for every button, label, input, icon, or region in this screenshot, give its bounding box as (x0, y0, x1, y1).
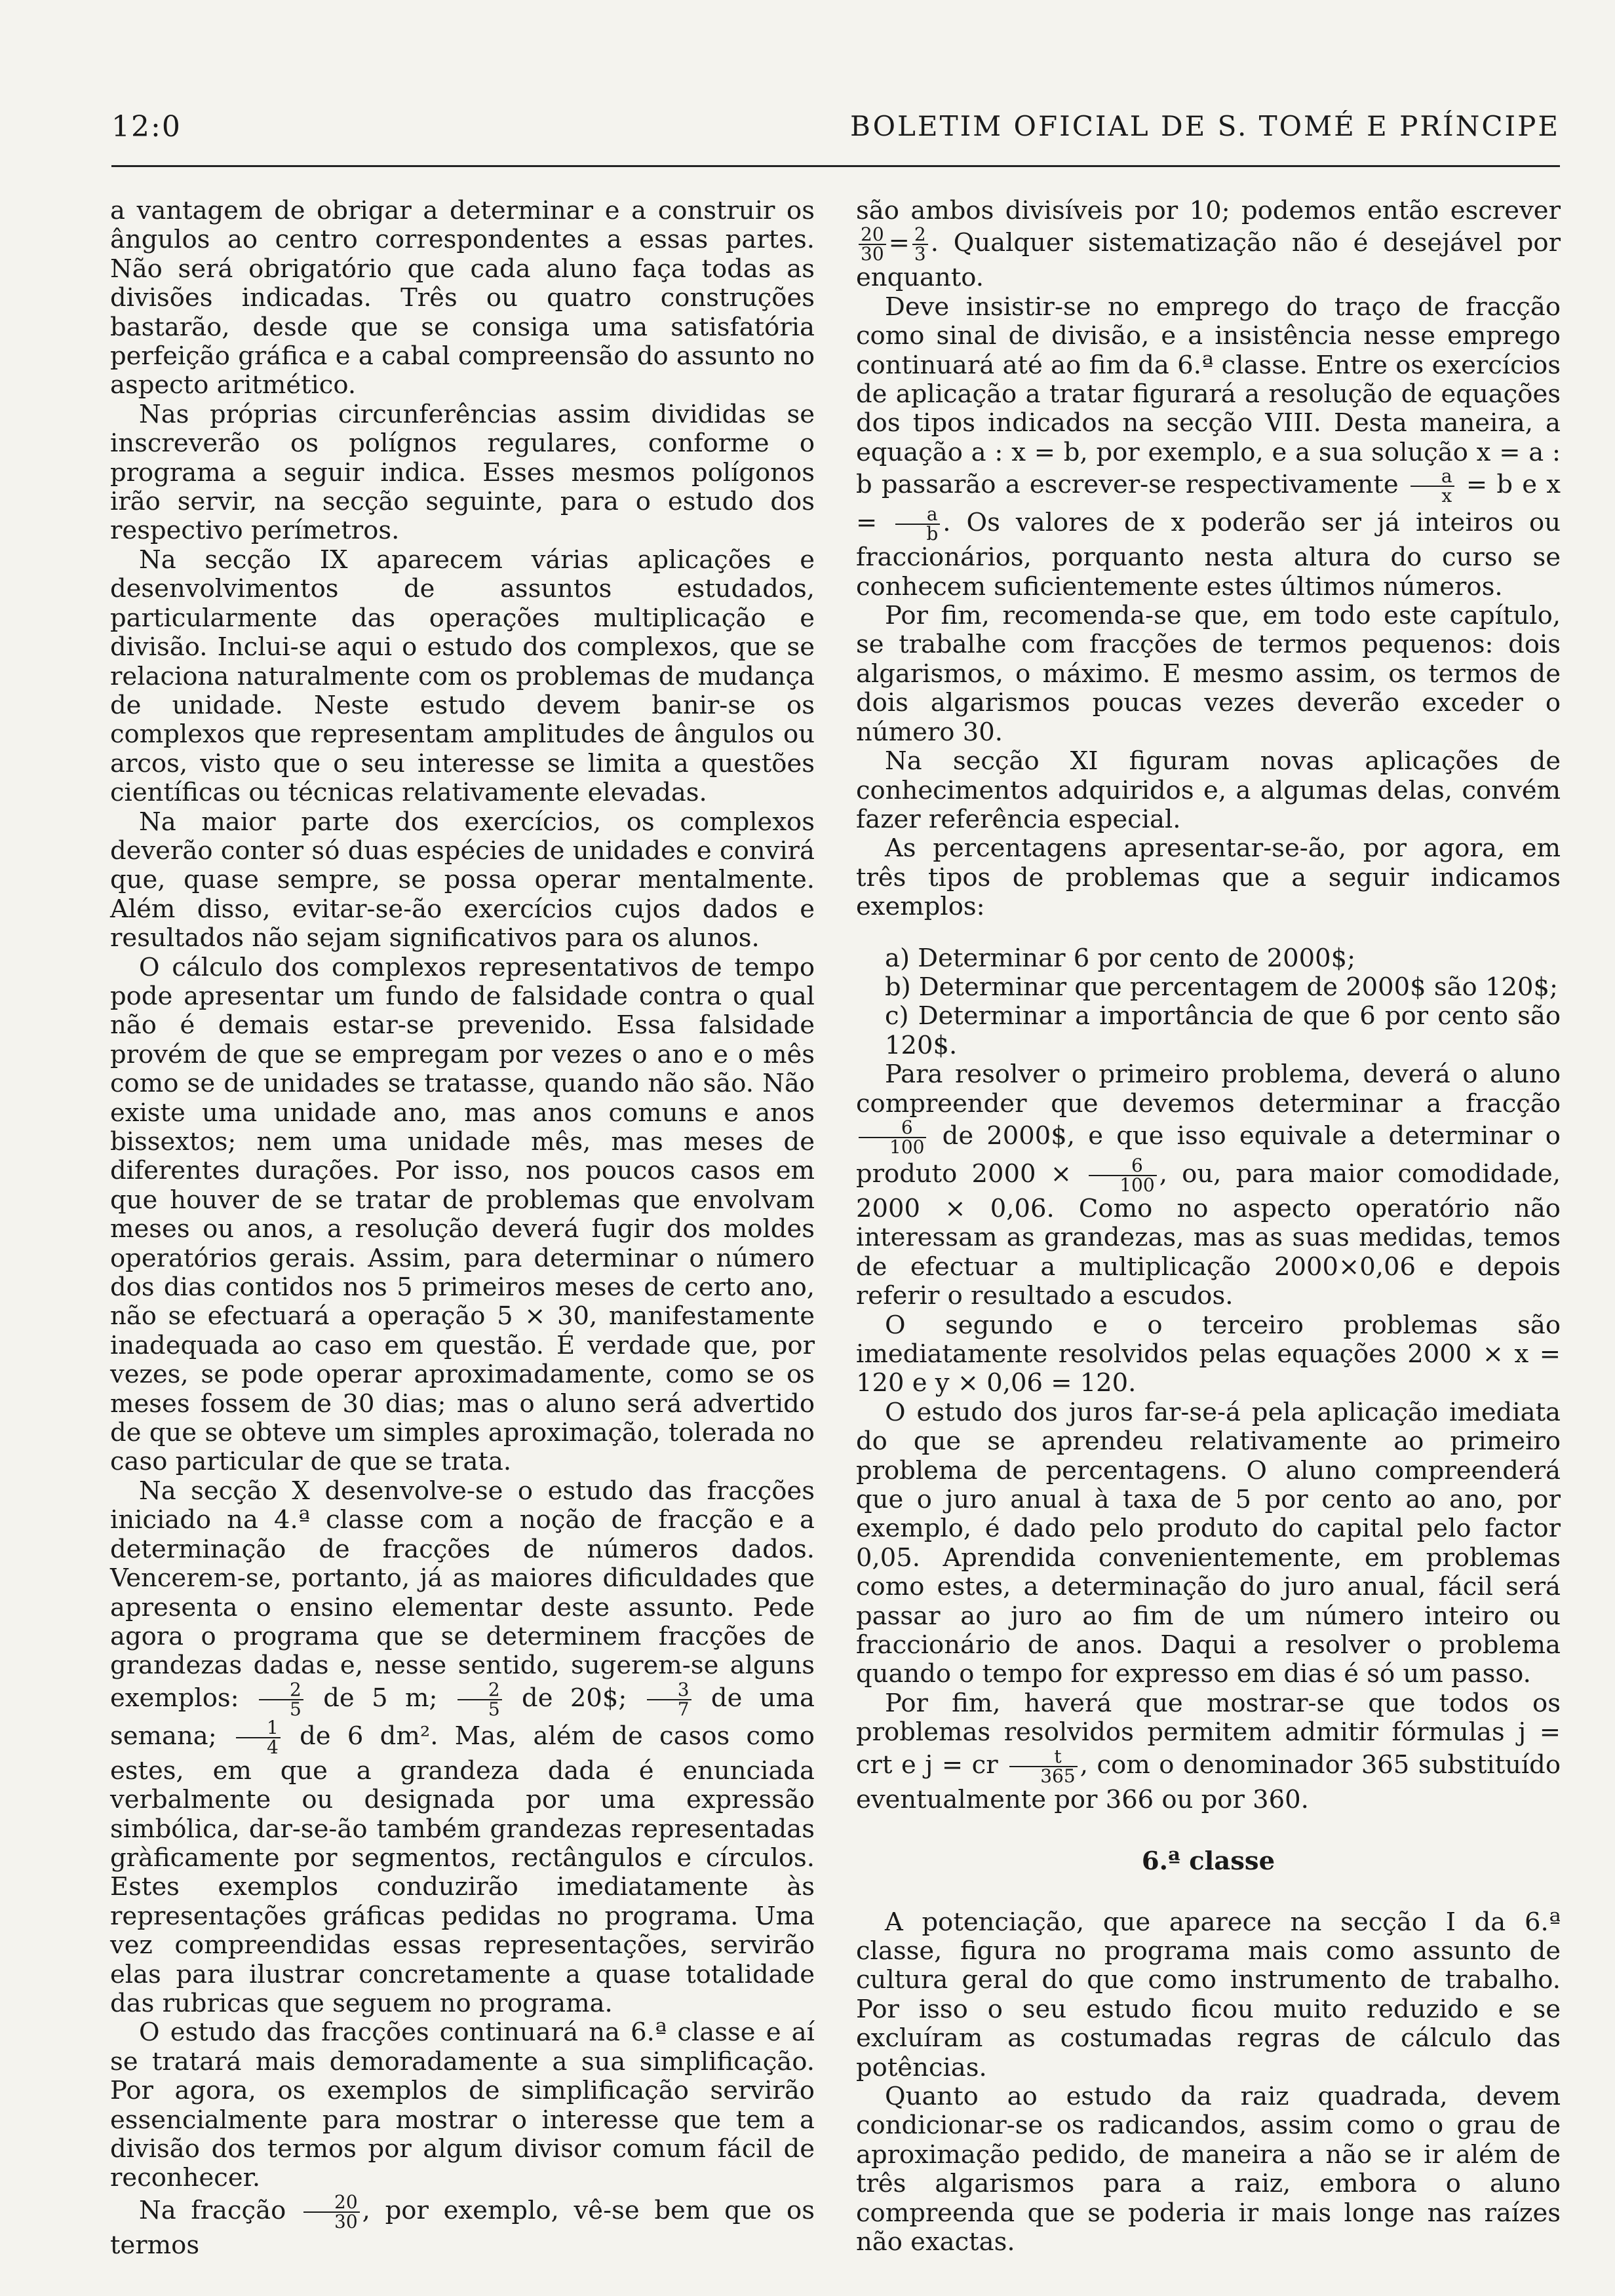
text-run: de 5 m; (323, 1683, 438, 1713)
paragraph (856, 293, 1561, 602)
fraction (912, 225, 928, 263)
fraction-denominator: 100 (1119, 1174, 1155, 1196)
paragraph (856, 1689, 1561, 1814)
fraction-denominator: 30 (861, 243, 884, 265)
fraction-denominator: 4 (267, 1736, 279, 1758)
section-heading: 6.ª classe (1141, 1846, 1275, 1877)
fraction-denominator: 3 (914, 243, 926, 265)
fraction-numerator: 2 (457, 1681, 502, 1700)
text-run: de 20$; (522, 1683, 627, 1713)
paragraph: Quanto ao estudo da raiz quadrada, devem condicionar-se os radicandos, assim como o grau de aproximação pedido, de maneira a não se ir além de três algarismos para a raiz, embora o aluno compreenda que se poderia ir mais longe nas raízes não exactas. (856, 2081, 1561, 2257)
text-run: de 6 dm². Mas, além de casos como estes, em que a grandeza dada é enunciada verbalmente ou designada por uma expressão simbólica, dar-se-ão também grandezas representadas gràficamente por segmentos, rectângulos e círculos. Estes exemplos conduzirão imediatamente às representações gráficas pedidas no programa. Uma vez compreendidas essas representações, servirão elas para ilustrar concretamente a quase totalidade das rubricas que seguem no programa. (110, 1721, 815, 2018)
fraction (1089, 1154, 1156, 1196)
paragraph (110, 2193, 815, 2260)
paragraph: A potenciação, que aparece na secção I da 6.ª classe, figura no programa mais como assunto de cultura geral do que como instrumento de trabalho. Por isso o seu estudo ficou muito reduzido e se excluíram as costumadas regras de cálculo das potências. (856, 1907, 1561, 2082)
fraction (236, 1716, 281, 1758)
page-header (111, 110, 1560, 157)
text-run: Para resolver o primeiro problema, deverá o aluno compreender que devemos determinar a fracção (856, 1060, 1561, 1119)
paragraph: O estudo das fracções continuará na 6.ª classe e aí se tratará mais demoradamente a sua simplificação. Por agora, os exemplos de simplificação servirão essencialmente para mostrar o interesse que tem a divisão dos termos por algum divisor comum fácil de reconhecer. (110, 2018, 815, 2193)
text-run: , ou, para maior comodidade, 2000 × 0,06. Como no aspecto operatório não interessam as grandezas, mas as suas medidas, temos de efectuar a multiplicação 2000×0,06 e depois referir o resultado a escudos. (856, 1158, 1561, 1311)
fraction-denominator: 5 (290, 1698, 302, 1720)
fraction (859, 225, 886, 263)
left-column (110, 197, 815, 2260)
fraction (1009, 1745, 1077, 1787)
text-run: Na secção X desenvolve-se o estudo das fracções iniciado na 4.ª classe com a noção de fracção e a determinação de fracções de números dados. Vencerem-se, portanto, já as maiores dificuldades que apresenta o ensino elementar deste assunto. Pede agora o programa que se determinem fracções de grandezas dadas e, nesse sentido, sugerem-se alguns exemplos: (110, 1476, 815, 1713)
fraction-numerator: 20 (859, 225, 886, 245)
fraction (647, 1678, 691, 1720)
fraction (303, 2193, 360, 2231)
text-run: = b e x = (856, 470, 1561, 538)
problem-item: b) Determinar que percentagem de 2000$ são 120$; (885, 972, 1558, 1002)
fraction-denominator: x (1441, 485, 1452, 507)
fraction-numerator: 6 (1089, 1157, 1156, 1176)
paragraph: Por fim, recomenda-se que, em todo este capítulo, se trabalhe com fracções de termos pequenos: dois algarismos, o máximo. E mesmo assim, os termos de dois algarismos poucas vezes deverão exceder o número 30. (856, 601, 1561, 747)
paragraph: O cálculo dos complexos representativos de tempo pode apresentar um fundo de falsidade contra o qual não é demais estar-se prevenido. Essa falsidade provém de que se empregam por vezes o ano e o mês como se de unidades se tratasse, quando não são. Não existe uma unidade ano, mas anos comuns e anos bissextos; nem uma unidade mês, mas meses de diferentes durações. Por isso, nos poucos casos em que houver de se tratar de problemas que envolvam meses ou anos, a resolução deverá fugir dos moldes operatórios gerais. Assim, para determinar o número dos dias contidos nos 5 primeiros meses de certo ano, não se efectuará a operação 5 × 30, manifestamente inadequada ao caso em questão. É verdade que, por vezes, se pode operar aproximadamente, como se os meses fossem de 30 dias; mas o aluno será advertido de que se obteve um simples aproximação, tolerada no caso particular de que se trata. (110, 952, 815, 1477)
header-rule (111, 165, 1560, 167)
paragraph: a vantagem de obrigar a determinar e a construir os ângulos ao centro correspondentes a essas partes. Não será obrigatório que cada aluno faça todas as divisões indicadas. Três ou quatro construções bastarão, desde que se consiga uma satisfatória perfeição gráfica e a cabal compreensão do assunto no aspecto aritmético. (110, 196, 815, 400)
fraction-numerator: 6 (859, 1119, 926, 1138)
fraction (259, 1678, 303, 1720)
paragraph: Na secção XI figuram novas aplicações de conhecimentos adquiridos e, a algumas delas, convém fazer referência especial. (856, 746, 1561, 834)
text-run: Na fracção (139, 2195, 286, 2225)
paragraph: O estudo dos juros far-se-á pela aplicação imediata do que se aprendeu relativamente ao primeiro problema de percentagens. O aluno compreenderá que o juro anual à taxa de 5 por cento ao ano, por exemplo, é dado pelo produto do capital pelo factor 0,05. Aprendida convenientemente, em problemas como estes, a determinação do juro anual, fácil será passar ao juro ao fim de um número inteiro ou fraccionário de anos. Daqui a resolver o problema quando o tempo for expresso em dias é só um passo. (856, 1397, 1561, 1689)
fraction-numerator: 3 (647, 1681, 691, 1700)
text-run: . Os valores de x poderão ser já inteiros ou fraccionários, porquanto nesta altura do curso se conhecem suficientemente estes últimos números. (856, 508, 1561, 602)
running-title: BOLETIM OFICIAL DE S. TOMÉ E PRÍNCIPE (849, 110, 1560, 142)
fraction (1411, 467, 1454, 505)
fraction (895, 505, 940, 543)
fraction-numerator: 1 (236, 1719, 281, 1738)
paragraph (110, 1477, 815, 2019)
problem-item: a) Determinar 6 por cento de 2000$; (885, 943, 1356, 973)
fraction-denominator: 100 (889, 1136, 925, 1158)
right-column (856, 197, 1561, 2257)
text-run: são ambos divisíveis por 10; podemos então escrever (856, 196, 1561, 225)
fraction-numerator: a (895, 505, 940, 525)
paragraph: As percentagens apresentar-se-ão, por agora, em três tipos de problemas que a seguir indicamos exemplos: (856, 833, 1561, 922)
text-run: , por exemplo, vê-se bem que os termos (110, 2195, 815, 2260)
fraction (859, 1116, 926, 1158)
fraction-numerator: 2 (912, 225, 928, 245)
text-run: de uma semana; (110, 1683, 815, 1751)
fraction-denominator: 365 (1040, 1765, 1076, 1787)
page-number: 12:0 (111, 110, 182, 144)
fraction-numerator: 20 (303, 2193, 360, 2213)
paragraph: Na maior parte dos exercícios, os complexos deverão conter só duas espécies de unidades e convirá que, quase sempre, se possa operar mentalmente. Além disso, evitar-se-ão exercícios cujos dados e resultados não sejam significativos para os alunos. (110, 807, 815, 953)
fraction-denominator: 7 (677, 1698, 690, 1720)
equals-sign: = (888, 228, 910, 258)
text-run: Por fim, haverá que mostrar-se que todos os problemas resolvidos permitem admitir fórmulas j = crt e j = cr (856, 1688, 1561, 1780)
paragraph (856, 197, 1561, 293)
paragraph: O segundo e o terceiro problemas são imediatamente resolvidos pelas equações 2000 × x = 120 e y × 0,06 = 120. (856, 1310, 1561, 1398)
text-run: . Qualquer sistematização não é desejável por enquanto. (856, 228, 1561, 293)
fraction-denominator: 30 (334, 2210, 358, 2232)
fraction-numerator: a (1411, 467, 1454, 487)
text-run: , com o denominador 365 substituído eventualmente por 366 ou por 360. (856, 1750, 1561, 1814)
paragraph: Na secção IX aparecem várias aplicações e desenvolvimentos de assuntos estudados, particularmente das operações multiplicação e divisão. Inclui-se aqui o estudo dos complexos, que se relaciona naturalmente com os problemas de mudança de unidade. Neste estudo devem banir-se os complexos que representam amplitudes de ângulos ou arcos, visto que o seu interesse se limita a questões científicas ou técnicas relativamente elevadas. (110, 545, 815, 808)
paragraph (856, 1060, 1561, 1311)
problem-list (856, 944, 1561, 1061)
fraction-numerator: 2 (259, 1681, 303, 1700)
paragraph: Nas próprias circunferências assim divididas se inscreverão os polígnos regulares, conforme o programa a seguir indica. Esses mesmos polígonos irão servir, na secção seguinte, para o estudo dos respectivo perímetros. (110, 399, 815, 546)
problem-item: c) Determinar a importância de que 6 por cento são 120$. (885, 1001, 1561, 1060)
fraction (457, 1678, 502, 1720)
fraction-numerator: t (1009, 1748, 1077, 1767)
text-run: de 2000$, e que isso equivale a determinar o produto 2000 × (856, 1120, 1561, 1189)
text-run: Deve insistir-se no emprego do traço de fracção como sinal de divisão, e a insistência nesse emprego continuará até ao fim da 6.ª classe. Entre os exercícios de aplicação a tratar figurará a resolução de equações dos tipos indicados na secção VIII. Desta maneira, a equação a : x = b, por exemplo, e a sua solução x = a : b passarão a escrever-se respectivamente (856, 292, 1561, 500)
fraction-denominator: b (926, 523, 939, 545)
fraction-denominator: 5 (488, 1698, 500, 1720)
